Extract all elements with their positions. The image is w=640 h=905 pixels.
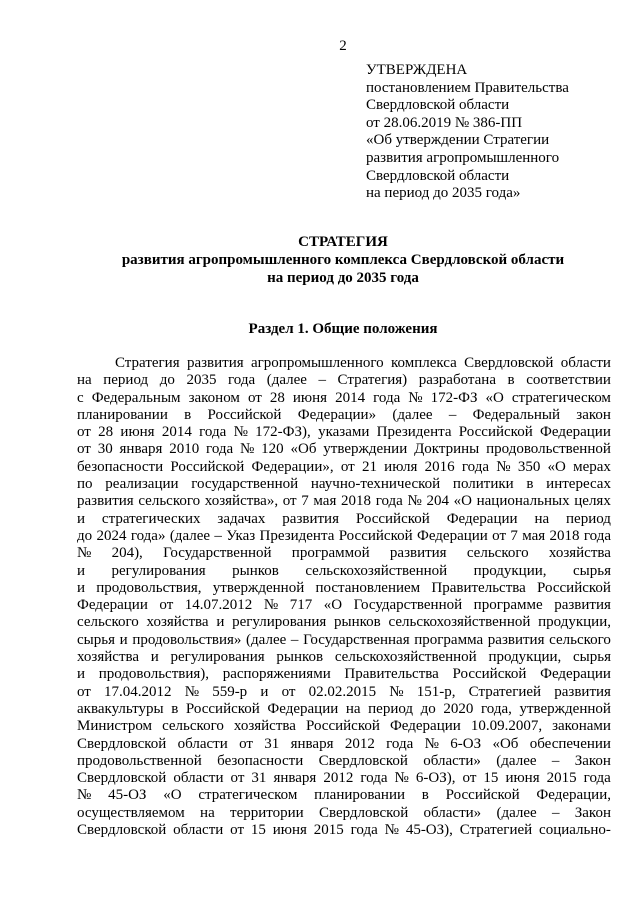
title-line: на период до 2035 года [267,270,419,286]
body-line: Министром сельского хозяйства Российской Федерации 10.09.2007, законами [77,718,611,735]
body-line: аквакультуры в Российской Федерации на период до 2020 года, утвержденной [77,700,611,717]
body-line: сельского хозяйства и регулирования рынков сельскохозяйственной продукции, [77,614,611,631]
body-line: и регулирования рынков сельскохозяйственной продукции, сырья [77,562,611,579]
body-line: по реализации государственной научно-технической политики в интересах [77,476,611,493]
approval-line: постановлением Правительства [366,79,569,96]
body-line: от 17.04.2012 № 559-р и от 02.02.2015 № 151-р, Стратегией развития [77,683,611,700]
approval-line: на период до 2035 года» [366,185,521,202]
body-line: с Федеральным законом от 28 июня 2014 года № 172-ФЗ «О стратегическом [77,389,611,406]
body-line: № 204), Государственной программой развития сельского хозяйства [77,545,611,562]
body-line: до 2024 года» (далее – Указ Президента Российской Федерации от 7 мая 2018 года [77,527,611,544]
approval-line: Свердловской области [366,167,510,184]
title-line: развития агропромышленного комплекса Свердловской области [121,252,565,268]
body-line: и стратегических задачах развития Российской Федерации на период [77,510,611,527]
body-line: Федерации от 14.07.2012 № 717 «О Государственной программе развития [77,597,611,614]
approval-line: «Об утверждении Стратегии [366,132,550,149]
section-heading: Раздел 1. Общие положения [248,321,438,337]
approval-line: от 28.06.2019 № 386-ПП [366,114,523,131]
approval-line: развития агропромышленного [366,149,560,166]
body-line: продовольственной безопасности Свердловской области» (далее – Закон [77,752,611,769]
body-line: на период до 2035 года (далее – Стратегия) разработана в соответствии [77,372,611,389]
body-line: безопасности Российской Федерации», от 21 июля 2016 года № 350 «О мерах [77,458,611,475]
body-line: сырья и продовольствия» (далее – Государственная программа развития сельского [77,631,611,648]
body-line: Свердловской области от 31 января 2012 года № 6-ОЗ), от 15 июня 2015 года [77,770,611,787]
document-title [70,233,616,287]
body-line: от 28 июня 2014 года № 172-ФЗ), указами Президента Российской Федерации [77,424,611,441]
body-line: Свердловской области от 31 января 2012 года № 6-ОЗ «Об обеспечении [77,735,611,752]
body-line: и продовольствия, утвержденной постановлением Правительства Российской [77,579,611,596]
approval-line: УТВЕРЖДЕНА [366,62,468,78]
body-line: развития сельского хозяйства», от 7 мая 2018 года № 204 «О национальных целях [77,493,611,510]
approval-line: Свердловской области [366,97,510,114]
body-line: и продовольствия), распоряжениями Правительства Российской Федерации [77,666,611,683]
body-line: от 30 января 2010 года № 120 «Об утверждении Доктрины продовольственной [77,441,611,458]
approval-block [366,62,616,203]
page-number: 2 [339,38,347,54]
body-line: Свердловской области от 15 июня 2015 года № 45-ОЗ), Стратегией социально- [77,822,611,839]
body-line: № 45-ОЗ «О стратегическом планировании в Российской Федерации, [77,787,611,804]
title-line: СТРАТЕГИЯ [298,234,388,250]
body-line: хозяйства и регулирования рынков сельскохозяйственной продукции, сырья [77,649,611,666]
body-line: Стратегия развития агропромышленного комплекса Свердловской области [115,355,611,371]
body-line: планировании в Российской Федерации» (далее – Федеральный закон [77,406,611,423]
body-paragraph [77,355,611,839]
body-line: осуществляемом на территории Свердловской области» (далее – Закон [77,804,611,821]
